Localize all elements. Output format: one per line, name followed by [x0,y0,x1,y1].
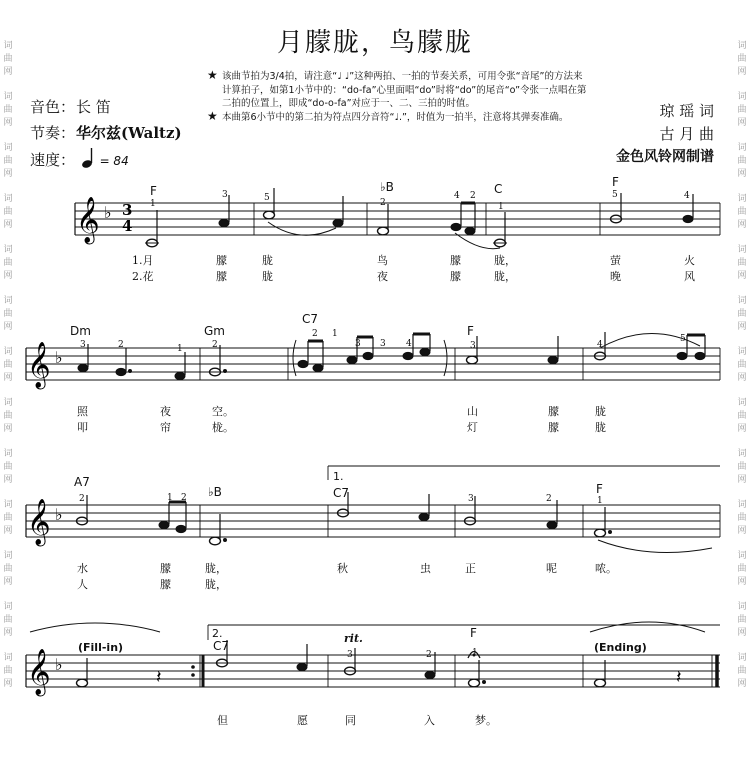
flat-key-icon: ♭ [55,655,63,674]
fingering-number: 3 [468,494,474,504]
fingering-number: 2 [79,494,85,504]
chord-symbol: C7 [213,639,230,653]
lyric-syllable: 朦 [160,562,171,575]
lyric-syllable: 朦 [548,405,559,418]
lyric-syllable: 呢 [546,562,557,575]
flat-key-icon: ♭ [104,203,112,222]
lyric-syllable: 胧 [262,270,273,283]
slur [268,222,336,235]
rhythm-label: 节奏： [30,124,76,142]
chord-symbol: ♭B [380,180,394,194]
fingering-number: 2 [380,198,386,208]
fingering-number: 3 [222,190,228,200]
lyric-syllable: 朦 [216,254,227,267]
tempo-value: = 84 [99,154,129,168]
composer: 古 月 曲 [659,125,714,143]
lyric-syllable: 虫 [420,562,431,575]
lyric-syllable: 朦 [548,421,559,434]
fingering-number: 5 [264,193,270,203]
lyric-syllable: 帘 [160,421,171,434]
lyric-syllable: 但 [217,714,228,727]
repeat-dot [191,673,195,677]
lyric-syllable: 胧， [494,270,516,283]
fingering-number: 3 [80,340,86,350]
fingering-number: 3 [380,339,386,349]
chord-symbol: C7 [333,486,350,500]
lyric-syllable: 夜 [160,405,171,418]
fingering-number: 4 [597,340,603,350]
timbre-label: 音色： [30,98,76,116]
fingering-number: 1 [498,202,504,212]
lyric-syllable: 朦 [450,270,461,283]
chord-symbol: C [494,182,503,196]
lyric-syllable: 风 [684,270,695,283]
fingering-number: 3 [470,341,476,351]
lyric-syllable: 入 [424,714,435,727]
bracket [293,340,296,376]
flat-key-icon: ♭ [55,348,63,367]
lyric-syllable: 栊。 [212,421,234,434]
chord-symbol: Gm [204,324,225,338]
time-signature-top: 3 [122,201,133,219]
lyric-syllable: 同 [345,714,356,727]
lyric-syllable: 照 [77,405,88,418]
right-watermark: 词 曲 网 词 曲 网 词 曲 网 词 曲 网 词 曲 网 词 曲 网 词 曲 网 词 曲 网 词 曲 网 词 曲 网 词 曲 网 词 曲 网 词 曲 网 [737,41,747,689]
lyric-syllable: 鸟 [377,254,388,267]
time-signature-bottom: 4 [122,217,133,235]
chord-symbol: A7 [74,475,90,489]
lyric-syllable: 萤 [610,254,621,267]
lyric-syllable: 火 [684,254,695,267]
lyric-syllable: 朦 [216,270,227,283]
lyric-syllable: 哝。 [595,562,617,575]
lyric-syllable: 胧 [262,254,273,267]
lyric-syllable: 朦 [450,254,461,267]
lyric-syllable: 朦 [160,578,171,591]
fingering-number: 5 [680,334,686,344]
bracket [444,340,447,376]
tempo-label: 速度： [30,151,76,169]
staff-system-3 [26,466,720,537]
lyric-syllable: 夜 [377,270,388,283]
chord-symbol: F [596,482,603,496]
lyric-syllable: 空。 [212,405,234,418]
fingering-number: 2 [181,493,187,503]
flat-key-icon: ♭ [55,505,63,524]
fingering-number: 1 [150,199,156,209]
lyric-syllable: 2.花 [132,270,154,283]
staff-system-4 [26,625,720,687]
fingering-number: 2 [546,494,552,504]
fingering-number: 3 [355,339,361,349]
fingering-number: 4 [406,339,412,349]
lyric-syllable: 胧 [595,405,606,418]
chord-symbol: Dm [70,324,91,338]
lyric-syllable: 秋 [337,562,348,575]
lyric-syllable: 愿 [297,714,308,727]
star-icon: ★ [207,68,218,82]
treble-clef-icon: 𝄞 [27,649,51,695]
treble-clef-icon: 𝄞 [76,197,100,243]
fingering-number: 1 [177,344,183,354]
lyric-syllable: 人 [77,578,88,591]
fingering-number: 3 [347,650,353,660]
ending-mark: (Ending) [594,641,647,654]
fingering-number: 2 [118,340,124,350]
fingering-number: 4 [454,191,460,201]
fingering-number: 4 [684,191,690,201]
chord-symbol: F [150,184,157,198]
lyric-syllable: 胧， [205,562,227,575]
chord-symbol: F [612,175,619,189]
timbre-value: 长 笛 [76,98,111,116]
chord-symbol: F [467,324,474,338]
lyric-syllable: 正 [465,562,476,575]
fingering-number: 2 [426,650,432,660]
chord-symbol: C7 [302,312,319,326]
lyric-syllable: 1.月 [132,254,154,267]
fingering-number: 1 [472,648,478,658]
note-item: ★ 该曲节拍为3/4拍，请注意“♩ ♩”这种两拍、一拍的节奏关系，可用令张“音尾”的方法来计算拍子，如第1小节中的：“do-fa”心里面唱“do”时将“do”的尾音“o”令张一点唱在第二拍的位置上，即成“do-o-fa”对应于一、二、三拍的时值。 [207,68,587,109]
note-item: ★ 本曲第6小节中的第二拍为符点四分音符“♩.”，时值为一拍半，注意将其弹奏准确。 [207,108,569,123]
repeat-dot [191,665,195,669]
star-icon: ★ [207,108,218,123]
fingering-number: 2 [212,340,218,350]
score-maker: 金色风铃网制谱 [616,149,714,165]
lyric-syllable: 灯 [467,421,478,434]
quarter-rest-icon: 𝄽 [156,667,162,688]
lyric-syllable: 胧， [205,578,227,591]
second-ending-mark: 2. [212,627,223,640]
chord-symbol: ♭B [208,485,222,499]
first-ending-mark: 1. [333,470,344,483]
quarter-rest-icon: 𝄽 [676,667,682,688]
fill-in-mark: (Fill-in) [78,641,124,654]
lyric-syllable: 山 [467,405,478,418]
page-title: 月朦胧，鸟朦胧 [276,28,473,58]
lyric-syllable: 水 [77,562,88,575]
staff-system-1 [75,203,720,235]
lyric-syllable: 梦。 [475,714,497,727]
lyric-syllable: 叩 [77,421,88,434]
lyricist: 琼 瑶 词 [659,102,714,120]
tie [598,540,712,553]
treble-clef-icon: 𝄞 [27,499,51,545]
ritardando-mark: rit. [344,632,363,645]
lyric-syllable: 胧， [494,254,516,267]
rhythm-value: 华尔兹(Waltz) [76,124,182,142]
lyric-syllable: 晚 [610,270,621,283]
fingering-number: 1 [332,329,338,339]
chord-symbol: F [470,626,477,640]
slur [30,623,160,632]
fingering-number: 2 [470,191,476,201]
fingering-number: 1 [597,496,603,506]
fingering-number: 1 [167,493,173,503]
fingering-number: 2 [312,329,318,339]
fingering-number: 5 [612,190,618,200]
slur [590,622,705,632]
lyric-syllable: 胧 [595,421,606,434]
treble-clef-icon: 𝄞 [27,342,51,388]
left-watermark: 词 曲 网 词 曲 网 词 曲 网 词 曲 网 词 曲 网 词 曲 网 词 曲 网 词 曲 网 词 曲 网 词 曲 网 词 曲 网 词 曲 网 词 曲 网 [3,41,13,689]
